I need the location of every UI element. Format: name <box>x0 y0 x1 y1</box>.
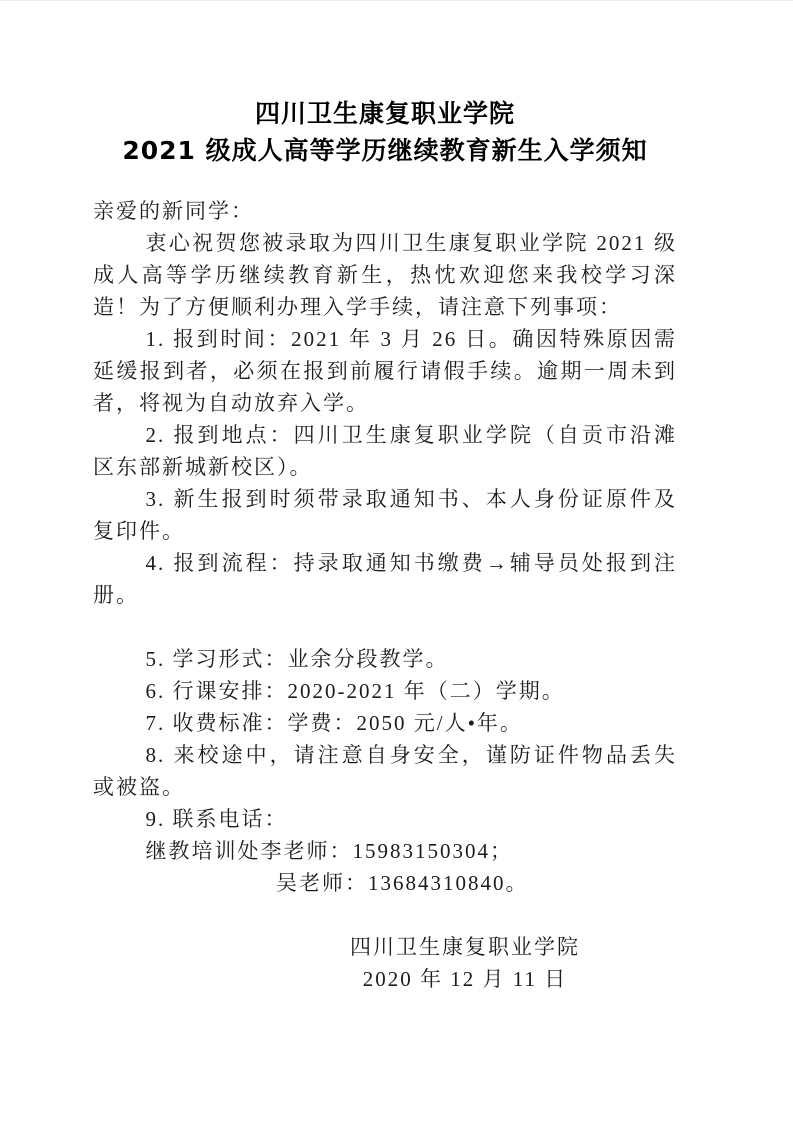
document-body <box>93 195 677 995</box>
intro-paragraph: 衷心祝贺您被录取为四川卫生康复职业学院 2021 级成人高等学历继续教育新生，热忱欢迎您来我校学习深造！为了方便顺利办理入学手续，请注意下列事项： <box>93 231 677 319</box>
notice-item: 5. 学习形式：业余分段教学。 <box>145 647 449 671</box>
document-title <box>93 95 677 169</box>
signature-org: 四川卫生康复职业学院 <box>350 935 580 959</box>
notice-item: 1. 报到时间：2021 年 3 月 26 日。确因特殊原因需延缓报到者，必须在报到前履行请假手续。逾期一周未到者，将视为自动放弃入学。 <box>93 327 677 415</box>
salutation: 亲爱的新同学： <box>93 199 254 223</box>
notice-item: 4. 报到流程：持录取通知书缴费→辅导员处报到注册。 <box>93 551 677 607</box>
notice-item: 9. 联系电话： <box>145 807 288 831</box>
signature-date: 2020 年 12 月 11 日 <box>362 967 568 991</box>
contact-phone-li: 继教培训处李老师：15983150304； <box>145 839 513 863</box>
notice-item: 3. 新生报到时须带录取通知书、本人身份证原件及复印件。 <box>93 487 677 543</box>
notice-item: 7. 收费标准：学费：2050 元/人•年。 <box>145 711 523 735</box>
contact-phone-wu: 吴老师：13684310840。 <box>276 871 529 895</box>
signature-block <box>315 931 615 995</box>
notice-item: 6. 行课安排：2020-2021 年（二）学期。 <box>145 679 565 703</box>
title-line-2: 2021 级成人高等学历继续教育新生入学须知 <box>122 136 648 165</box>
title-line-1: 四川卫生康复职业学院 <box>254 99 515 128</box>
notice-item-list <box>93 323 677 835</box>
notice-item: 2. 报到地点：四川卫生康复职业学院（自贡市沿滩区东部新城新校区）。 <box>93 423 677 479</box>
notice-item: 8. 来校途中，请注意自身安全，谨防证件物品丢失或被盗。 <box>93 743 677 799</box>
